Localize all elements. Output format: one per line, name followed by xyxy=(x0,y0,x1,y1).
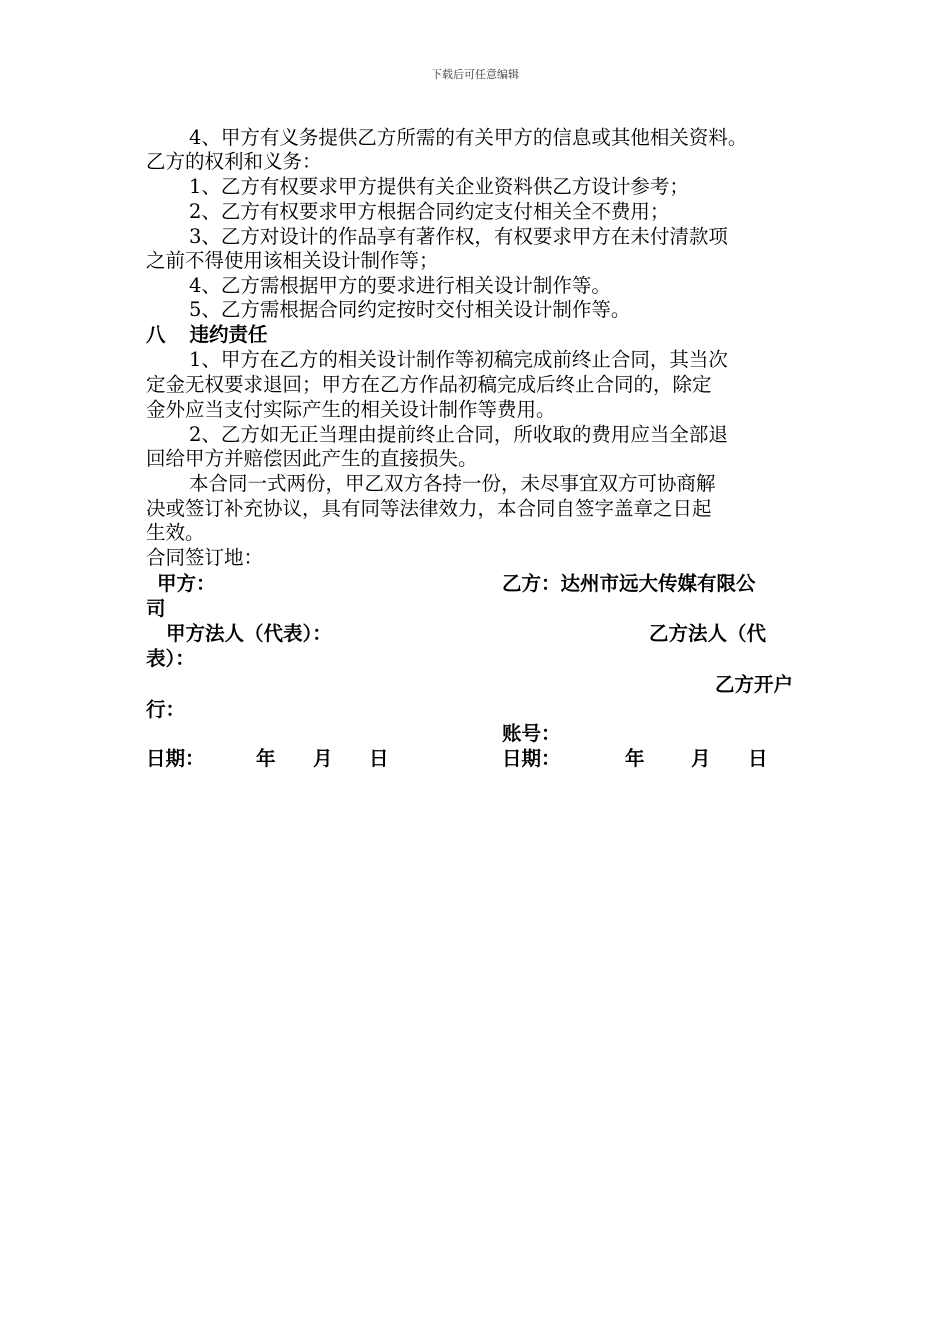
party-b-item-1: 1、乙方有权要求甲方提供有关企业资料供乙方设计参考； xyxy=(189,175,689,198)
section-8-heading xyxy=(146,323,268,347)
party-b-date-label: 日期： xyxy=(502,747,561,770)
party-b-representative-line-1: 乙方法人（代 xyxy=(649,622,767,645)
account-number-label: 账号： xyxy=(502,722,561,745)
breach-item-1-line-2: 定金无权要求退回；甲方在乙方作品初稿完成后终止合同的，除定 xyxy=(146,373,712,396)
section-8-title: 违约责任 xyxy=(189,323,268,346)
party-a-item-4: 4、甲方有义务提供乙方所需的有关甲方的信息或其他相关资料。 xyxy=(189,126,748,149)
closing-line-2: 决或签订补充协议，具有同等法律效力，本合同自签字盖章之日起 xyxy=(146,497,712,520)
section-8-number: 八 xyxy=(146,323,166,346)
party-b-date-year: 年 xyxy=(625,747,645,770)
party-b-item-5: 5、乙方需根据合同约定按时交付相关设计制作等。 xyxy=(189,298,631,321)
party-b-bank-line-2: 行： xyxy=(146,698,186,721)
breach-item-1-line-3: 金外应当支付实际产生的相关设计制作等费用。 xyxy=(146,398,556,421)
party-a-date-label: 日期： xyxy=(146,747,205,770)
breach-item-2-line-1: 2、乙方如无正当理由提前终止合同，所收取的费用应当全部退 xyxy=(189,423,728,446)
breach-item-2-line-2: 回给甲方并赔偿因此产生的直接损失。 xyxy=(146,447,478,470)
party-b-date-month: 月 xyxy=(691,747,711,770)
party-a-date-month: 月 xyxy=(313,747,333,770)
party-a-date-year: 年 xyxy=(256,747,276,770)
party-b-item-3-line-2: 之前不得使用该相关设计制作等； xyxy=(146,249,439,272)
party-b-bank-line-1: 乙方开户 xyxy=(715,673,794,696)
party-b-name-line-1: 乙方：达州市远大传媒有限公 xyxy=(502,572,756,595)
breach-item-1-line-1: 1、甲方在乙方的相关设计制作等初稿完成前终止合同，其当次 xyxy=(189,348,728,371)
party-b-rights-heading: 乙方的权利和义务： xyxy=(146,150,322,173)
party-b-item-2: 2、乙方有权要求甲方根据合同约定支付相关全不费用； xyxy=(189,200,670,223)
closing-line-3: 生效。 xyxy=(146,521,205,544)
party-a-date-day: 日 xyxy=(369,747,389,770)
sign-place-label: 合同签订地： xyxy=(146,546,264,569)
party-b-representative-line-2: 表）： xyxy=(146,647,195,670)
party-b-item-3-line-1: 3、乙方对设计的作品享有著作权，有权要求甲方在未付清款项 xyxy=(189,225,728,248)
party-b-date-day: 日 xyxy=(748,747,768,770)
party-b-item-4: 4、乙方需根据甲方的要求进行相关设计制作等。 xyxy=(189,274,611,297)
party-b-name-line-2: 司 xyxy=(146,597,166,620)
party-a-label: 甲方： xyxy=(157,572,216,595)
page-header-note: 下载后可任意编辑 xyxy=(431,68,519,81)
party-a-representative-label: 甲方法人（代表）： xyxy=(166,622,332,645)
closing-line-1: 本合同一式两份，甲乙双方各持一份，未尽事宜双方可协商解 xyxy=(189,472,716,495)
